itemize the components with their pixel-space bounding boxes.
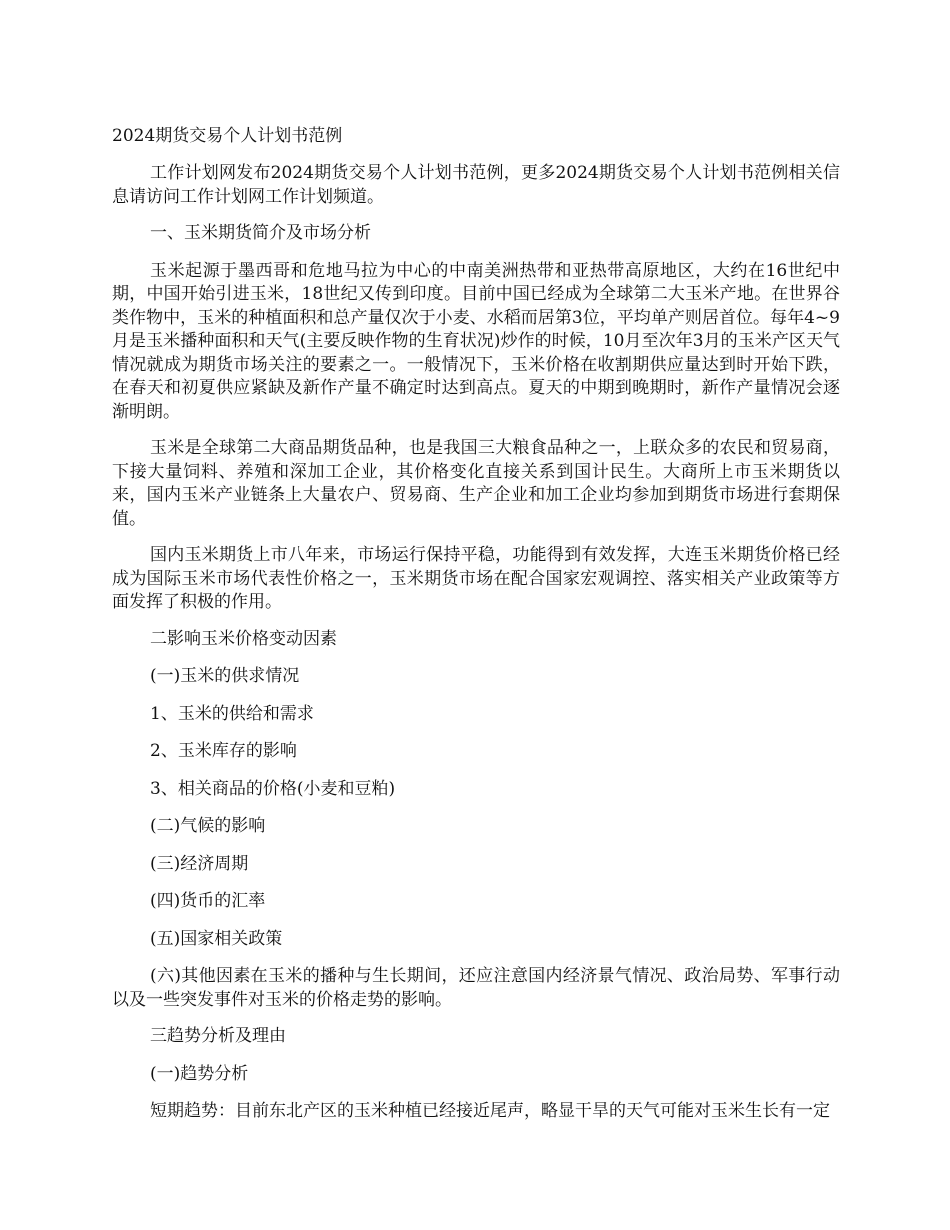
body-paragraph: 短期趋势：目前东北产区的玉米种植已经接近尾声，略显干旱的天气可能对玉米生长有一定: [150, 1101, 830, 1121]
subsection-heading: (三)经济周期: [150, 853, 249, 874]
section-heading-3: 三趋势分析及理由: [150, 1026, 286, 1046]
subsection-heading: (四)货币的汇率: [150, 891, 266, 911]
subsection-heading: (一)玉米的供求情况: [150, 666, 300, 686]
list-item: 2、玉米库存的影响: [150, 741, 297, 761]
subsection-heading: (二)气候的影响: [150, 816, 266, 836]
subsection-heading: (五)国家相关政策: [150, 928, 283, 949]
list-item: 3、相关商品的价格(小麦和豆粕): [150, 778, 396, 799]
body-paragraph: 玉米起源于墨西哥和危地马拉为中心的中南美洲热带和亚热带高原地区，大约在16世纪中期，中国开始引进玉米，18世纪又传到印度。目前中国已经成为全球第二大玉米产地。在世界谷类作物中，玉米的种植面积和总产量仅次于小麦、水稻而居第3位，平均单产则居首位。每年4~9月是玉米播种面积和天气(主要反映作物的生育状况)炒作的时候，10月至次年3月的玉米产区天气情况就成为期货市场关注的要素之一。一般情况下，玉米价格在收割期供应量达到时开始下跌，在春天和初夏供应紧缺及新作产量不确定时达到高点。夏天的中期到晚期时，新作产量情况会逐渐明朗。: [112, 260, 840, 422]
document-page: [112, 124, 840, 1137]
section-heading-1: 一、玉米期货简介及市场分析: [150, 223, 371, 243]
body-paragraph: 玉米是全球第二大商品期货品种，也是我国三大粮食品种之一，上联众多的农民和贸易商，下接大量饲料、养殖和深加工企业，其价格变化直接关系到国计民生。大商所上市玉米期货以来，国内玉米产业链条上大量农户、贸易商、生产企业和加工企业均参加到期货市场进行套期保值。: [112, 438, 840, 529]
body-paragraph: (六)其他因素在玉米的播种与生长期间，还应注意国内经济景气情况、政治局势、军事行动以及一些突发事件对玉米的价格走势的影响。: [112, 966, 840, 1010]
document-title: 2024期货交易个人计划书范例: [112, 126, 343, 146]
section-heading-2: 二影响玉米价格变动因素: [150, 628, 337, 649]
intro-paragraph: 工作计划网发布2024期货交易个人计划书范例，更多2024期货交易个人计划书范例相关信息请访问工作计划网工作计划频道。: [112, 163, 840, 207]
list-item: 1、玉米的供给和需求: [150, 703, 314, 724]
subsection-heading: (一)趋势分析: [150, 1063, 249, 1084]
body-paragraph: 国内玉米期货上市八年来，市场运行保持平稳，功能得到有效发挥，大连玉米期货价格已经成为国际玉米市场代表性价格之一，玉米期货市场在配合国家宏观调控、落实相关产业政策等方面发挥了积极的作用。: [112, 545, 840, 612]
